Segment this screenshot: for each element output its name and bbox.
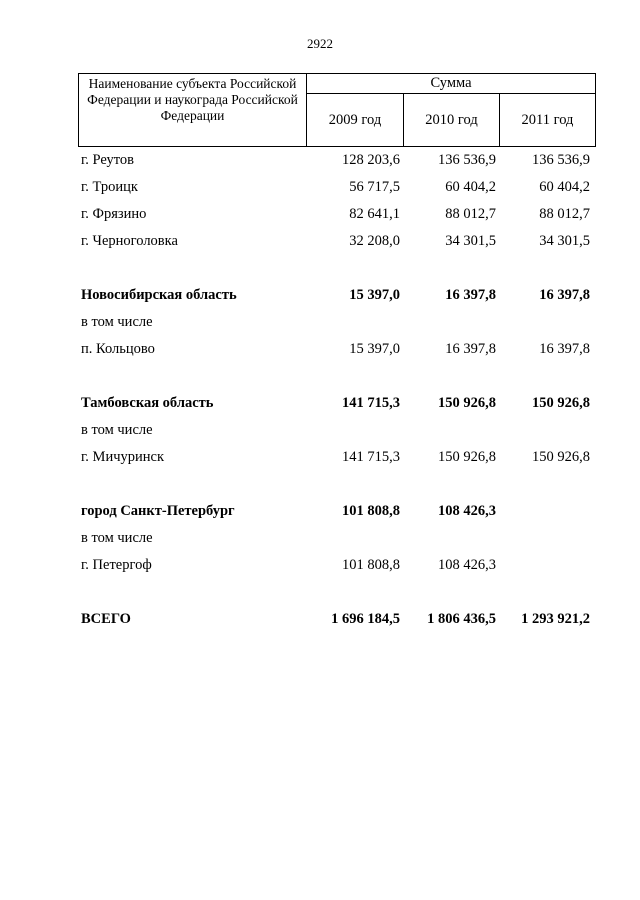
row-value-2009: 1 696 184,5	[331, 611, 400, 627]
table-row	[78, 552, 596, 579]
row-value-2010: 34 301,5	[445, 233, 496, 249]
row-name: г. Фрязино	[81, 206, 147, 222]
row-spacer	[78, 471, 596, 498]
table-row	[78, 201, 596, 228]
table-header	[78, 73, 596, 147]
row-name: г. Мичуринск	[81, 449, 165, 465]
header-sum-column: Сумма	[307, 74, 595, 94]
row-name: в том числе	[81, 530, 153, 546]
row-value-2010: 16 397,8	[445, 341, 496, 357]
row-name: ВСЕГО	[81, 611, 131, 627]
budget-table	[78, 73, 596, 633]
row-value-2010: 16 397,8	[445, 287, 496, 303]
row-value-2010: 150 926,8	[438, 449, 496, 465]
row-name: Тамбовская область	[81, 395, 214, 411]
row-spacer	[78, 579, 596, 606]
table-row	[78, 228, 596, 255]
row-name: город Санкт-Петербург	[81, 503, 235, 519]
header-name-column: Наименование субъекта Российской Федерации и наукограда Российской Федерации	[79, 74, 307, 146]
row-value-2010: 60 404,2	[445, 179, 496, 195]
table-row	[78, 390, 596, 417]
row-name: в том числе	[81, 314, 153, 330]
row-value-2011: 16 397,8	[539, 341, 590, 357]
row-value-2011: 16 397,8	[539, 287, 590, 303]
page-number: 2922	[307, 36, 333, 51]
row-spacer	[78, 363, 596, 390]
table-row	[78, 309, 596, 336]
row-value-2009: 56 717,5	[349, 179, 400, 195]
row-name: Новосибирская область	[81, 287, 237, 303]
row-value-2009: 141 715,3	[342, 449, 400, 465]
row-value-2011: 34 301,5	[539, 233, 590, 249]
row-value-2009: 15 397,0	[349, 341, 400, 357]
row-value-2011: 136 536,9	[532, 152, 590, 168]
table-body	[78, 147, 596, 633]
row-spacer	[78, 255, 596, 282]
row-value-2009: 32 208,0	[349, 233, 400, 249]
row-value-2010: 136 536,9	[438, 152, 496, 168]
row-value-2010: 1 806 436,5	[427, 611, 496, 627]
row-value-2011: 60 404,2	[539, 179, 590, 195]
row-value-2011: 150 926,8	[532, 449, 590, 465]
table-row	[78, 282, 596, 309]
row-name: г. Реутов	[81, 152, 135, 168]
header-year-2010: 2010 год	[404, 94, 500, 146]
row-value-2009: 101 808,8	[342, 557, 400, 573]
table-row	[78, 336, 596, 363]
row-value-2009: 128 203,6	[342, 152, 400, 168]
row-value-2009: 101 808,8	[342, 503, 400, 519]
table-row	[78, 498, 596, 525]
row-name: г. Черноголовка	[81, 233, 178, 249]
row-name: г. Петергоф	[81, 557, 152, 573]
row-name: в том числе	[81, 422, 153, 438]
table-row	[78, 444, 596, 471]
row-value-2011: 150 926,8	[532, 395, 590, 411]
row-value-2010: 108 426,3	[438, 503, 496, 519]
row-value-2010: 88 012,7	[445, 206, 496, 222]
table-row	[78, 525, 596, 552]
row-value-2011: 88 012,7	[539, 206, 590, 222]
row-value-2010: 108 426,3	[438, 557, 496, 573]
table-row	[78, 606, 596, 633]
row-name: п. Кольцово	[81, 341, 155, 357]
table-row	[78, 147, 596, 174]
row-value-2011: 1 293 921,2	[521, 611, 590, 627]
header-year-2009: 2009 год	[307, 94, 404, 146]
row-value-2009: 141 715,3	[342, 395, 400, 411]
header-year-2011: 2011 год	[521, 112, 574, 128]
row-value-2010: 150 926,8	[438, 395, 496, 411]
row-value-2009: 15 397,0	[349, 287, 400, 303]
table-row	[78, 417, 596, 444]
row-value-2009: 82 641,1	[349, 206, 400, 222]
table-row	[78, 174, 596, 201]
row-name: г. Троицк	[81, 179, 138, 195]
